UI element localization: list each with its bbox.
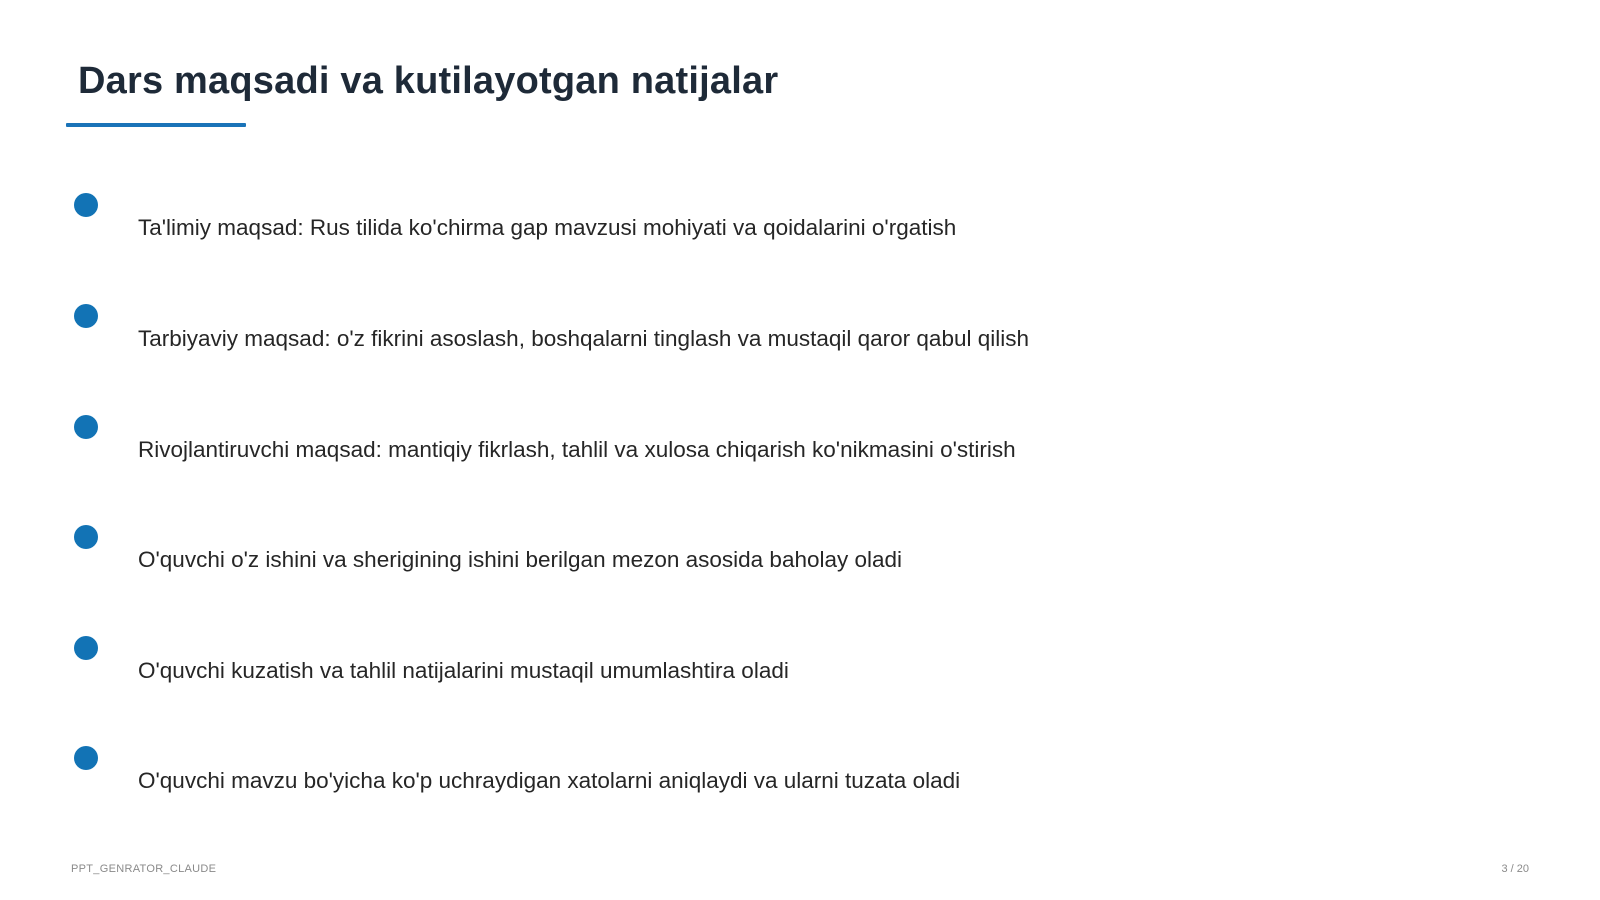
page-number: 3 / 20: [1501, 863, 1529, 875]
footer-source-label: PPT_GENRATOR_CLAUDE: [71, 863, 217, 875]
bullet-dot-icon: [74, 636, 98, 660]
list-item: [74, 636, 1474, 716]
bullet-dot-icon: [74, 525, 98, 549]
bullet-text: O'quvchi kuzatish va tahlil natijalarini mustaqil umumlashtira oladi: [138, 658, 789, 683]
list-item: [74, 525, 1474, 605]
bullet-text: Rivojlantiruvchi maqsad: mantiqiy fikrlash, tahlil va xulosa chiqarish ko'nikmasini o'stirish: [138, 437, 1016, 462]
bullet-text: O'quvchi o'z ishini va sherigining ishini berilgan mezon asosida baholay oladi: [138, 547, 903, 572]
bullet-dot-icon: [74, 415, 98, 439]
bullet-text: O'quvchi mavzu bo'yicha ko'p uchraydigan xatolarni aniqlaydi va ularni tuzata oladi: [138, 768, 961, 793]
bullet-text: Tarbiyaviy maqsad: o'z fikrini asoslash, boshqalarni tinglash va mustaqil qaror qabul qilish: [138, 326, 1029, 351]
bullet-text: Ta'limiy maqsad: Rus tilida ko'chirma gap mavzusi mohiyati va qoidalarini o'rgatish: [138, 215, 957, 240]
list-item: [74, 193, 1474, 273]
list-item: [74, 415, 1474, 495]
bullet-dot-icon: [74, 746, 98, 770]
bullet-dot-icon: [74, 304, 98, 328]
list-item: [74, 304, 1474, 384]
bullet-dot-icon: [74, 193, 98, 217]
slide-title: Dars maqsadi va kutilayotgan natijalar: [78, 60, 779, 102]
list-item: [74, 746, 1474, 826]
